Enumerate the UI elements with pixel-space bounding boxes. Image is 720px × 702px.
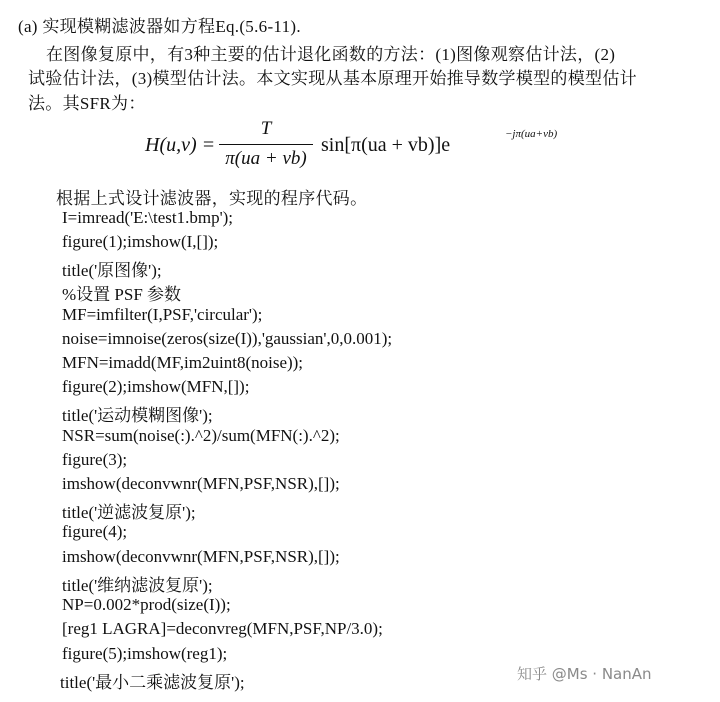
code-line: figure(2);imshow(MFN,[]); bbox=[62, 377, 250, 396]
formula-rhs: sin[π(ua + vb)]e bbox=[321, 134, 451, 156]
code-line: [reg1 LAGRA]=deconvreg(MFN,PSF,NP/3.0); bbox=[62, 619, 383, 638]
formula-fraction bbox=[217, 118, 315, 170]
sfr-formula bbox=[145, 118, 565, 180]
code-line: title('维纳滤波复原'); bbox=[62, 576, 213, 595]
code-line: noise=imnoise(zeros(size(I)),'gaussian',0,0.001); bbox=[62, 329, 393, 348]
code-line: MF=imfilter(I,PSF,'circular'); bbox=[62, 305, 263, 324]
code-line: MFN=imadd(MF,im2uint8(noise)); bbox=[62, 353, 304, 372]
formula-exponent: −jπ(ua+vb) bbox=[505, 128, 558, 140]
fraction-bar bbox=[219, 144, 313, 145]
code-line: title('最小二乘滤波复原'); bbox=[60, 673, 245, 692]
formula-lhs: H(u,v) = bbox=[145, 134, 216, 156]
code-line: imshow(deconvwnr(MFN,PSF,NSR),[]); bbox=[62, 474, 340, 493]
code-line: figure(4); bbox=[62, 522, 128, 541]
paragraph-line-2: 试验估计法，(3)模型估计法。本文实现从基本原理开始推导数学模型的模型估计 bbox=[28, 69, 637, 88]
paragraph-line-3: 法。其SFR为： bbox=[28, 94, 146, 113]
code-line: imshow(deconvwnr(MFN,PSF,NSR),[]); bbox=[62, 547, 340, 566]
code-line: title('逆滤波复原'); bbox=[62, 503, 196, 522]
formula-numerator: T bbox=[260, 118, 272, 139]
code-line: figure(1);imshow(I,[]); bbox=[62, 232, 219, 251]
code-line: figure(5);imshow(reg1); bbox=[62, 644, 228, 663]
formula-denominator: π(ua + vb) bbox=[225, 148, 307, 169]
code-line: title('原图像'); bbox=[62, 261, 162, 280]
code-line: figure(3); bbox=[62, 450, 128, 469]
watermark: 知乎 @Ms · NanAn bbox=[517, 665, 652, 683]
paragraph-line-1: 在图像复原中，有3种主要的估计退化函数的方法：(1)图像观察估计法，(2) bbox=[46, 45, 616, 64]
section-heading: (a) 实现模糊滤波器如方程Eq.(5.6-11). bbox=[18, 17, 301, 36]
code-line: I=imread('E:\test1.bmp'); bbox=[62, 208, 234, 227]
code-line: title('运动模糊图像'); bbox=[62, 406, 213, 425]
design-note: 根据上式设计滤波器，实现的程序代码。 bbox=[56, 189, 368, 208]
code-line: %设置 PSF 参数 bbox=[62, 285, 182, 304]
code-line: NP=0.002*prod(size(I)); bbox=[62, 595, 231, 614]
code-line: NSR=sum(noise(:).^2)/sum(MFN(:).^2); bbox=[62, 426, 340, 445]
